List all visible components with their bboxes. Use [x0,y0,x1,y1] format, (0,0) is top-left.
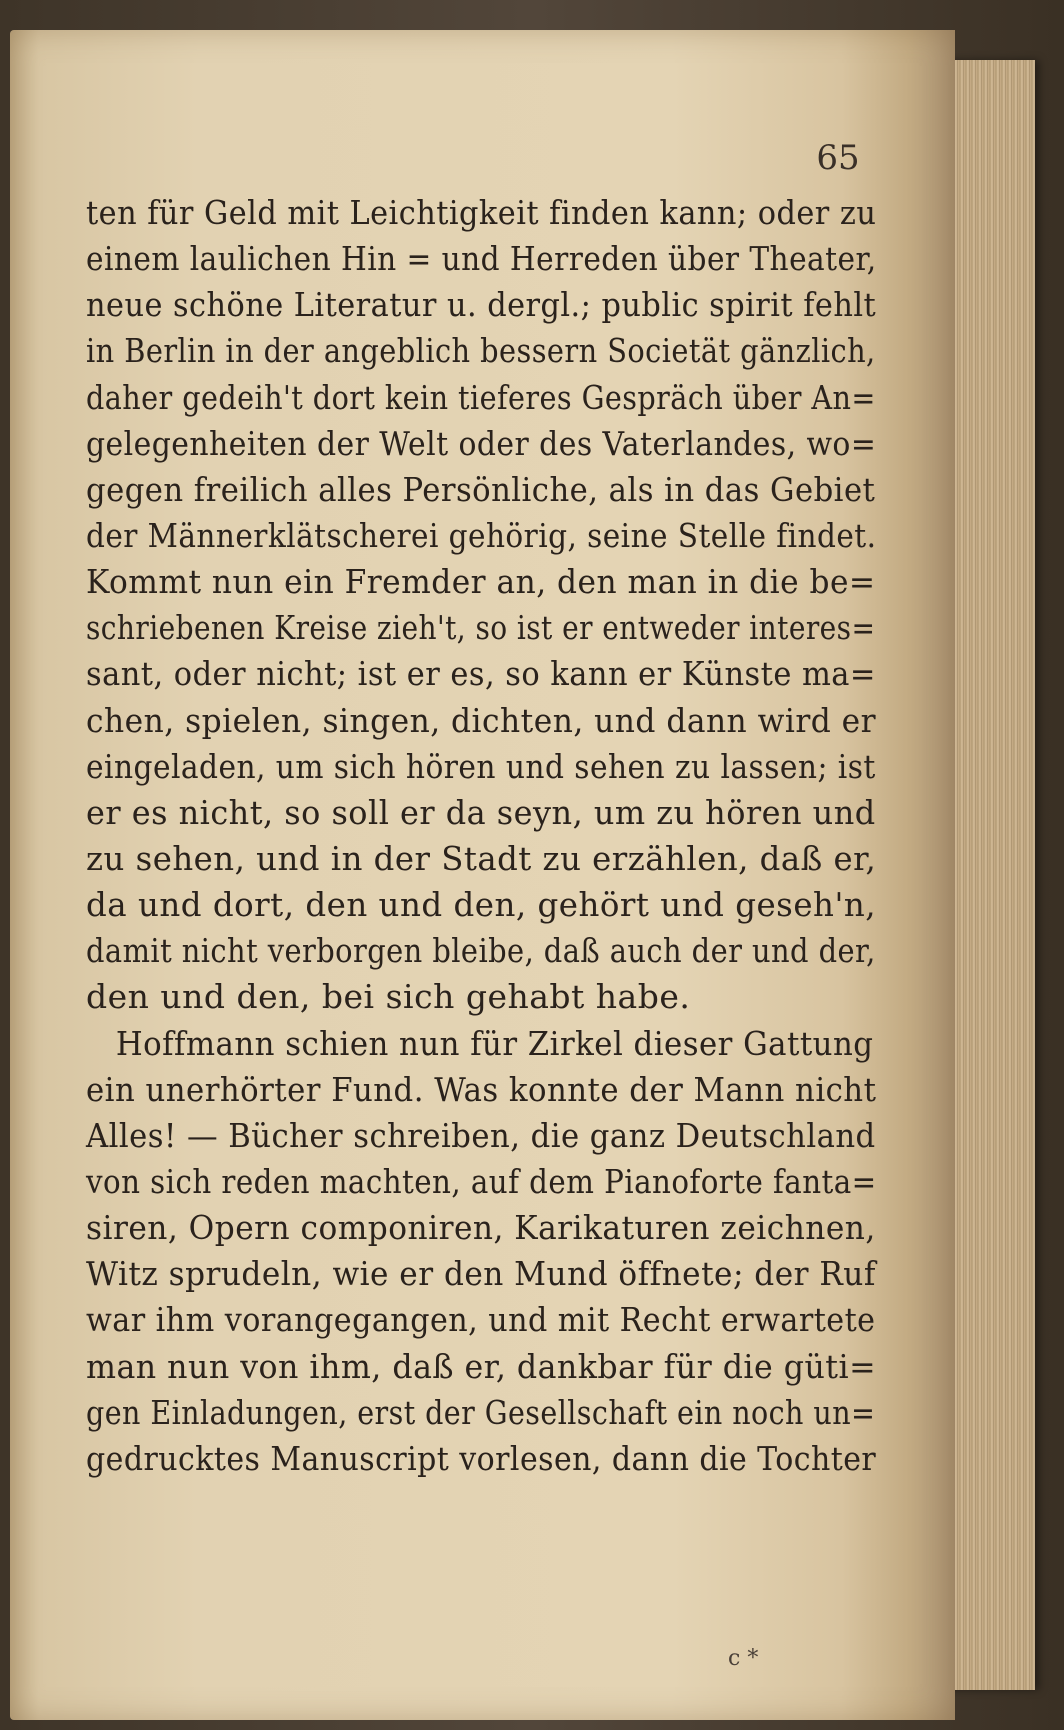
text-line: einem laulichen Hin = und Herreden über Theater, [86,239,877,279]
text-line: Hoffmann schien nun für Zirkel dieser Gattung [115,1023,874,1063]
text-line: Alles! — Bücher schreiben, die ganz Deutschland [86,1115,876,1155]
text-line: er es nicht, so soll er da seyn, um zu hören und [86,792,876,832]
text-line: da und dort, den und den, gehört und geseh'n, [86,885,877,925]
text-line: Witz sprudeln, wie er den Mund öffnete; der Ruf [86,1254,876,1294]
text-line: gen Einladungen, erst der Gesellschaft ein noch un= [86,1392,876,1432]
text-line: zu sehen, und in der Stadt zu erzählen, daß er, [86,838,877,878]
text-line: damit nicht verborgen bleibe, daß auch der und der, [86,931,876,971]
text-line: in Berlin in der angeblich bessern Societät gänzlich, [86,331,876,371]
text-line: man nun von ihm, daß er, dankbar für die güti= [86,1346,877,1386]
text-line: ten für Geld mit Leichtigkeit finden kann; oder zu [86,193,877,232]
text-line: schriebenen Kreise zieh't, so ist er entweder interes= [86,608,876,648]
text-line: eingeladen, um sich hören und sehen zu lassen; ist [86,746,876,786]
page-number: 65 [816,138,860,178]
text-line: ein unerhörter Fund. Was konnte der Mann nicht [86,1069,877,1109]
text-line: chen, spielen, singen, dichten, und dann wird er [86,700,877,740]
text-line: daher gedeih't dort kein tieferes Gespräch über An= [86,377,876,417]
text-line: gelegenheiten der Welt oder des Vaterlandes, wo= [86,423,877,463]
text-line: siren, Opern componiren, Karikaturen zeichnen, [86,1208,876,1248]
text-line: der Männerklätscherei gehörig, seine Stelle findet. [86,515,877,555]
text-line: sant, oder nicht; ist er es, so kann er Künste ma= [86,654,876,694]
body-text [86,190,876,1482]
text-line: neue schöne Literatur u. dergl.; public spirit fehlt [86,285,877,325]
text-line: den und den, bei sich gehabt habe. [86,977,691,1017]
text-line: Kommt nun ein Fremder an, den man in die be= [86,562,876,602]
signature-mark: c * [728,1646,759,1671]
text-line: von sich reden machten, auf dem Pianoforte fanta= [86,1161,877,1201]
text-line: gegen freilich alles Persönliche, als in das Gebiet [86,469,876,509]
text-line: war ihm vorangegangen, und mit Recht erwartete [86,1300,876,1340]
text-line: gedrucktes Manuscript vorlesen, dann die Tochter [86,1438,877,1478]
